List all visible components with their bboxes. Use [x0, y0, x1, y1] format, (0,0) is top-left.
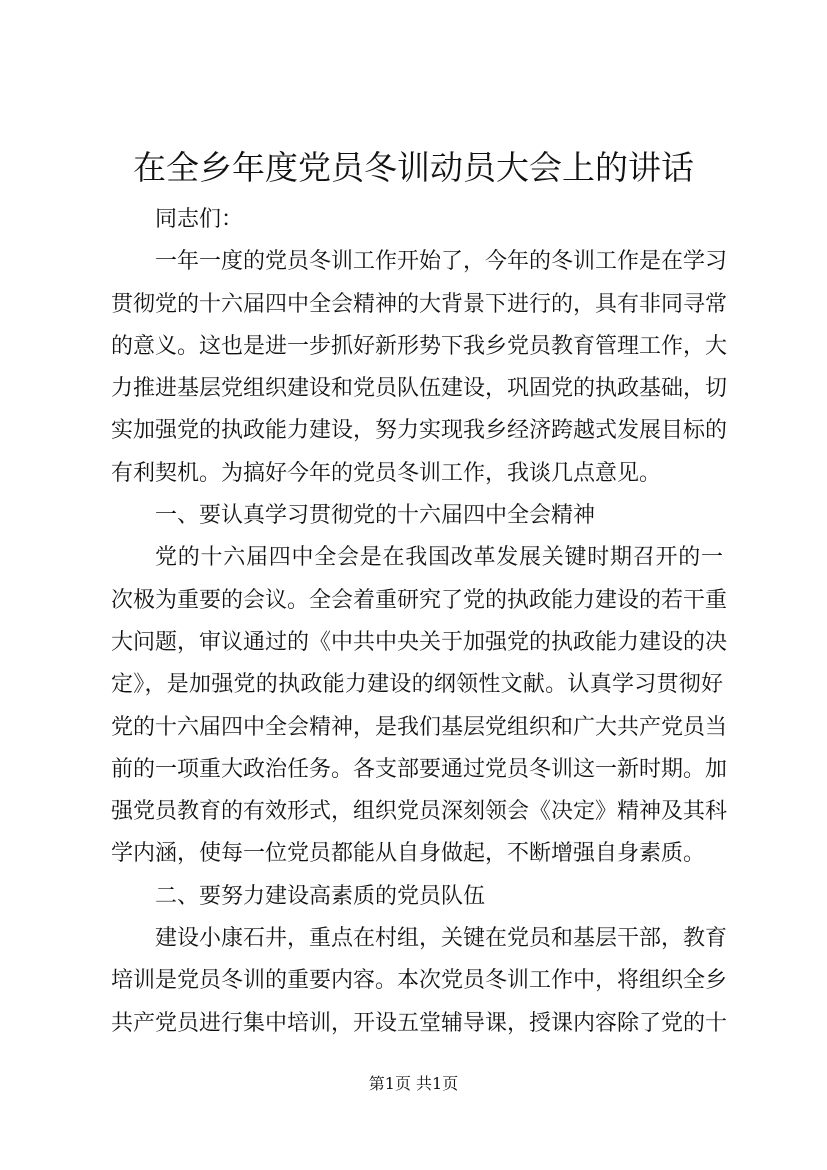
paragraph-line: 定》，是加强党的执政能力建设的纲领性文献。认真学习贯彻好	[111, 672, 723, 698]
document-body	[111, 199, 728, 1045]
paragraph-line: 前的一项重大政治任务。各支部要通过党员冬训这一新时期。加	[111, 756, 728, 782]
paragraph-line: 强党员教育的有效形式，组织党员深刻领会《决定》精神及其科	[111, 799, 728, 825]
paragraph-line: 共产党员进行集中培训，开设五堂辅导课，授课内容除了党的十	[111, 1010, 728, 1036]
paragraph-line: 同志们：	[155, 207, 244, 232]
paragraph-line: 贯彻党的十六届四中全会精神的大背景下进行的，具有非同寻常	[111, 291, 728, 317]
paragraph-line: 力推进基层党组织建设和党员队伍建设，巩固党的执政基础，切	[111, 376, 728, 402]
paragraph-line: 建设小康石井，重点在村组，关键在党员和基层干部，教育	[155, 926, 728, 952]
paragraph-line: 党的十六届四中全会精神，是我们基层党组织和广大共产党员当	[111, 714, 728, 740]
page-footer: 第1页 共1页	[368, 1074, 459, 1093]
paragraph-line: 大问题，审议通过的《中共中央关于加强党的执政能力建设的决	[111, 629, 728, 655]
paragraph-line: 一、要认真学习贯彻党的十六届四中全会精神	[155, 503, 596, 529]
paragraph-line: 有利契机。为搞好今年的党员冬训工作，我谈几点意见。	[111, 460, 662, 486]
paragraph-line: 培训是党员冬训的重要内容。本次党员冬训工作中，将组织全乡	[111, 968, 728, 994]
paragraph-line: 二、要努力建设高素质的党员队伍	[155, 883, 486, 909]
paragraph-line: 实加强党的执政能力建设，努力实现我乡经济跨越式发展目标的	[111, 418, 728, 444]
paragraph-line: 学内涵，使每一位党员都能从自身做起，不断增强自身素质。	[111, 841, 706, 867]
paragraph-line: 次极为重要的会议。全会着重研究了党的执政能力建设的若干重	[111, 587, 728, 613]
paragraph-line: 党的十六届四中全会是在我国改革发展关键时期召开的一	[155, 545, 723, 571]
document-title: 在全乡年度党员冬训动员大会上的讲话	[133, 148, 694, 187]
paragraph-line: 一年一度的党员冬训工作开始了，今年的冬训工作是在学习	[155, 249, 728, 275]
paragraph-line: 的意义。这也是进一步抓好新形势下我乡党员教育管理工作，大	[111, 333, 728, 359]
